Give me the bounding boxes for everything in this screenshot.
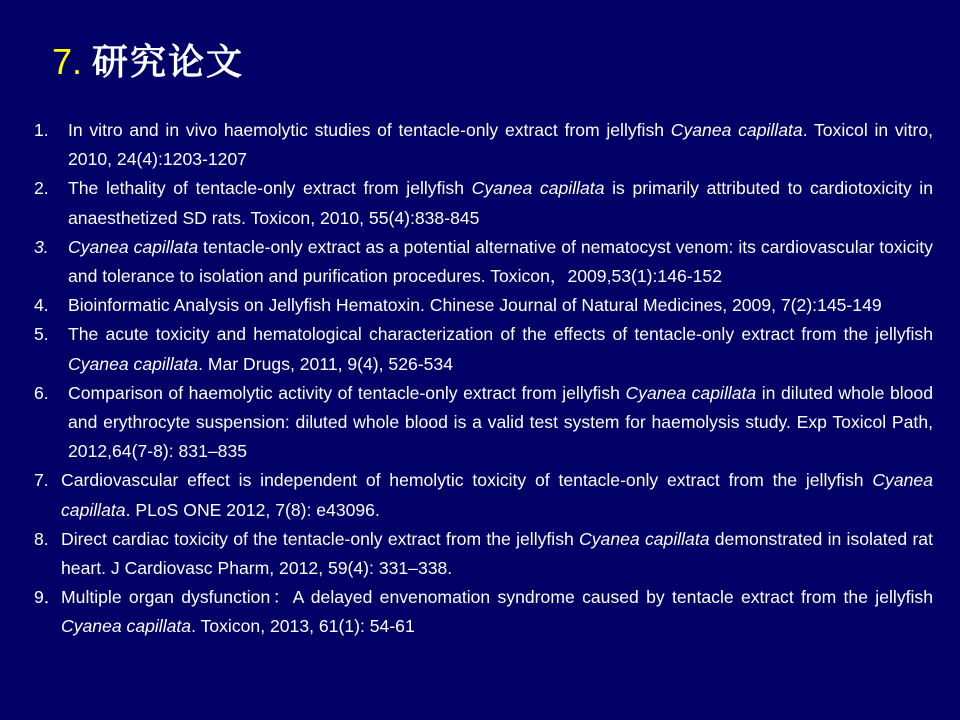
reference-item-4 bbox=[34, 291, 933, 320]
reference-list bbox=[34, 116, 933, 642]
reference-number: 3. bbox=[34, 236, 49, 257]
reference-item-1 bbox=[34, 116, 933, 174]
reference-item-5 bbox=[34, 320, 933, 378]
reference-item-3 bbox=[34, 233, 933, 291]
species-name: Cyanea capillata bbox=[61, 470, 933, 520]
reference-citation: tentacle-only extract as a potential alternative of nematocyst venom: its cardiovascular toxicity and tolerance to isolation and purification procedures. Toxicon，2009,53(1):146-152 bbox=[68, 236, 933, 287]
species-name: Cyanea capillata bbox=[471, 178, 605, 199]
reference-text: Direct cardiac toxicity of the tentacle-only extract from the jellyfish bbox=[61, 528, 580, 549]
reference-citation: is primarily attributed to cardiotoxicity in anaesthetized SD rats. Toxicon, 2010, 55(4):838-845 bbox=[68, 178, 933, 228]
reference-citation: in diluted whole blood and erythrocyte suspension: diluted whole blood is a valid test system for haemolysis study. Exp Toxicol Path, 2012,64(7-8): 831–835 bbox=[68, 382, 933, 462]
slide-title-text: 研究论文 bbox=[92, 42, 245, 83]
reference-item-2 bbox=[34, 174, 933, 232]
reference-item-6 bbox=[34, 379, 933, 467]
reference-item-8 bbox=[34, 525, 933, 583]
reference-text: The acute toxicity and hematological characterization of the effects of tentacle-only extract from the jellyfish bbox=[68, 324, 933, 345]
reference-item-7 bbox=[34, 466, 933, 524]
reference-number: 8. bbox=[34, 528, 49, 549]
species-name: Cyanea capillata bbox=[670, 120, 803, 140]
reference-number: 4. bbox=[34, 295, 49, 316]
reference-text: The lethality of tentacle-only extract from jellyfish bbox=[68, 178, 472, 199]
reference-text: Bioinformatic Analysis on Jellyfish Hematoxin. Chinese Journal of Natural Medicines, 2009, 7(2):145-149 bbox=[68, 295, 882, 316]
reference-number: 5. bbox=[34, 324, 49, 345]
reference-citation: . Toxicon, 2013, 61(1): 54-61 bbox=[191, 616, 415, 637]
reference-citation: . Mar Drugs, 2011, 9(4), 526-534 bbox=[198, 353, 454, 374]
reference-text: Cardiovascular effect is independent of hemolytic toxicity of tentacle-only extract from the jellyfish bbox=[61, 470, 873, 491]
reference-item-9 bbox=[34, 583, 933, 641]
reference-number: 2. bbox=[34, 178, 49, 199]
reference-number: 1. bbox=[34, 120, 49, 140]
reference-text: Multiple organ dysfunction：A delayed envenomation syndrome caused by tentacle extract from the jellyfish bbox=[61, 587, 933, 608]
species-name: Cyanea capillata bbox=[68, 236, 199, 257]
slide-title bbox=[52, 38, 244, 87]
reference-number: 9． bbox=[34, 587, 62, 608]
species-name: Cyanea capillata bbox=[579, 528, 710, 549]
reference-citation: . PLoS ONE 2012, 7(8): e43096. bbox=[125, 499, 380, 520]
species-name: Cyanea capillata bbox=[61, 616, 192, 637]
reference-text: In vitro and in vivo haemolytic studies of tentacle-only extract from jellyfish bbox=[68, 120, 671, 140]
species-name: Cyanea capillata bbox=[625, 382, 757, 403]
reference-number: 6. bbox=[34, 382, 49, 403]
reference-citation: demonstrated in isolated rat heart. J Cardiovasc Pharm, 2012, 59(4): 331–338. bbox=[61, 528, 933, 579]
reference-text: Comparison of haemolytic activity of tentacle-only extract from jellyfish bbox=[68, 382, 626, 403]
species-name: Cyanea capillata bbox=[68, 353, 199, 374]
reference-number: 7. bbox=[34, 470, 49, 491]
slide-title-number: 7. bbox=[52, 41, 83, 82]
reference-citation: . Toxicol in vitro, 2010, 24(4):1203-1207 bbox=[68, 120, 933, 170]
